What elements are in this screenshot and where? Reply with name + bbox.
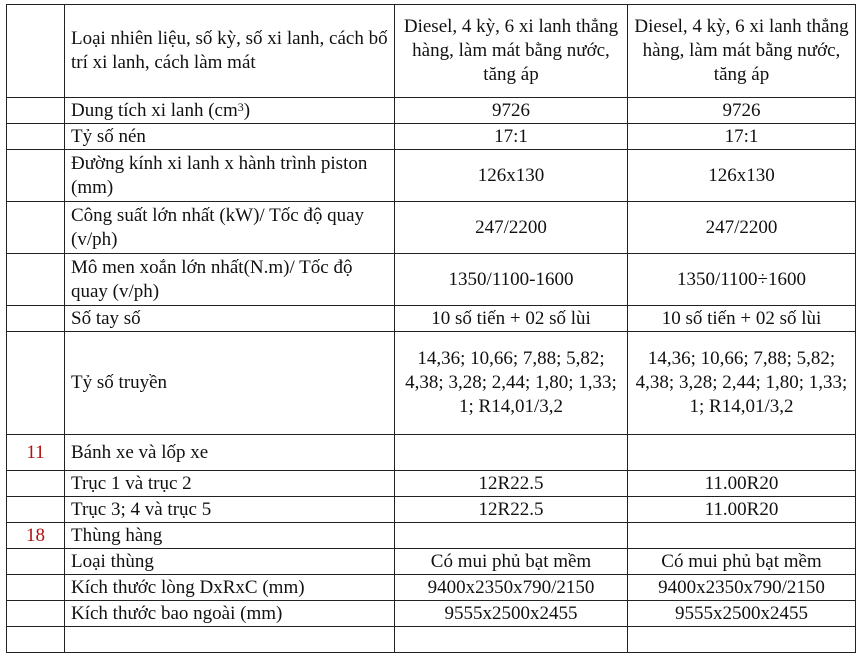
table-row [7,627,856,653]
row-value-2: 11.00R20 [628,471,856,497]
table-row [7,523,856,549]
row-value-1: 1350/1100-1600 [395,254,628,306]
row-value-2: 1350/1100÷1600 [628,254,856,306]
row-label [65,627,395,653]
row-value-2: Diesel, 4 kỳ, 6 xi lanh thẳng hàng, làm mát bằng nước, tăng áp [628,5,856,98]
row-number [7,601,65,627]
row-number [7,254,65,306]
table-row [7,601,856,627]
spec-table [6,4,856,653]
row-label: Tỷ số truyền [65,332,395,435]
row-label: Trục 3; 4 và trục 5 [65,497,395,523]
row-value-1: 12R22.5 [395,471,628,497]
row-value-2: 11.00R20 [628,497,856,523]
row-number [7,332,65,435]
row-value-2 [628,627,856,653]
row-value-1: Diesel, 4 kỳ, 6 xi lanh thẳng hàng, làm mát bằng nước, tăng áp [395,5,628,98]
row-value-1: 12R22.5 [395,497,628,523]
row-number [7,98,65,124]
row-value-1 [395,523,628,549]
row-value-2: 9400x2350x790/2150 [628,575,856,601]
row-value-1: 17:1 [395,124,628,150]
table-row [7,471,856,497]
row-number [7,549,65,575]
table-row [7,254,856,306]
table-row [7,150,856,202]
row-label: Số tay số [65,306,395,332]
row-value-2: 14,36; 10,66; 7,88; 5,82; 4,38; 3,28; 2,44; 1,80; 1,33; 1; R14,01/3,2 [628,332,856,435]
row-label: Loại thùng [65,549,395,575]
row-value-1: 126x130 [395,150,628,202]
row-value-1: 10 số tiến + 02 số lùi [395,306,628,332]
row-value-2 [628,435,856,471]
row-label-text: Dung tích xi lanh ( [71,99,215,121]
row-label: Công suất lớn nhất (kW)/ Tốc độ quay (v/ph) [65,202,395,254]
row-value-2 [628,523,856,549]
row-value-2: 9726 [628,98,856,124]
table-row [7,332,856,435]
row-label: Thùng hàng [65,523,395,549]
row-value-1 [395,435,628,471]
row-number [7,471,65,497]
unit-text: cm [214,99,238,121]
table-row [7,497,856,523]
table-row [7,575,856,601]
row-label: Mô men xoắn lớn nhất(N.m)/ Tốc độ quay (v/ph) [65,254,395,306]
row-label: Đường kính xi lanh x hành trình piston (mm) [65,150,395,202]
row-number: 11 [7,435,65,471]
row-number [7,575,65,601]
row-number [7,5,65,98]
row-label: Trục 1 và trục 2 [65,471,395,497]
row-label: Kích thước lòng DxRxC (mm) [65,575,395,601]
row-number [7,124,65,150]
row-value-1: 9726 [395,98,628,124]
row-value-1: Có mui phủ bạt mềm [395,549,628,575]
row-label: Kích thước bao ngoài (mm) [65,601,395,627]
row-label: Bánh xe và lốp xe [65,435,395,471]
row-value-1: 14,36; 10,66; 7,88; 5,82; 4,38; 3,28; 2,44; 1,80; 1,33; 1; R14,01/3,2 [395,332,628,435]
row-label: Loại nhiên liệu, số kỳ, số xi lanh, cách bố trí xi lanh, cách làm mát [65,5,395,98]
row-value-2: 10 số tiến + 02 số lùi [628,306,856,332]
row-label [65,98,395,124]
row-value-1: 9400x2350x790/2150 [395,575,628,601]
row-value-1: 9555x2500x2455 [395,601,628,627]
table-row [7,306,856,332]
row-value-2: Có mui phủ bạt mềm [628,549,856,575]
row-label: Tỷ số nén [65,124,395,150]
row-value-2: 247/2200 [628,202,856,254]
row-number [7,150,65,202]
row-number [7,306,65,332]
row-label-tail: ) [243,99,251,121]
row-number [7,627,65,653]
row-number [7,202,65,254]
unit-superscript: 3 [237,99,244,114]
table-row [7,124,856,150]
table-row [7,5,856,98]
row-value-2: 9555x2500x2455 [628,601,856,627]
row-number [7,497,65,523]
row-value-2: 126x130 [628,150,856,202]
row-value-1 [395,627,628,653]
table-row [7,98,856,124]
table-row [7,202,856,254]
row-number: 18 [7,523,65,549]
table-row [7,549,856,575]
row-value-2: 17:1 [628,124,856,150]
table-row [7,435,856,471]
row-value-1: 247/2200 [395,202,628,254]
